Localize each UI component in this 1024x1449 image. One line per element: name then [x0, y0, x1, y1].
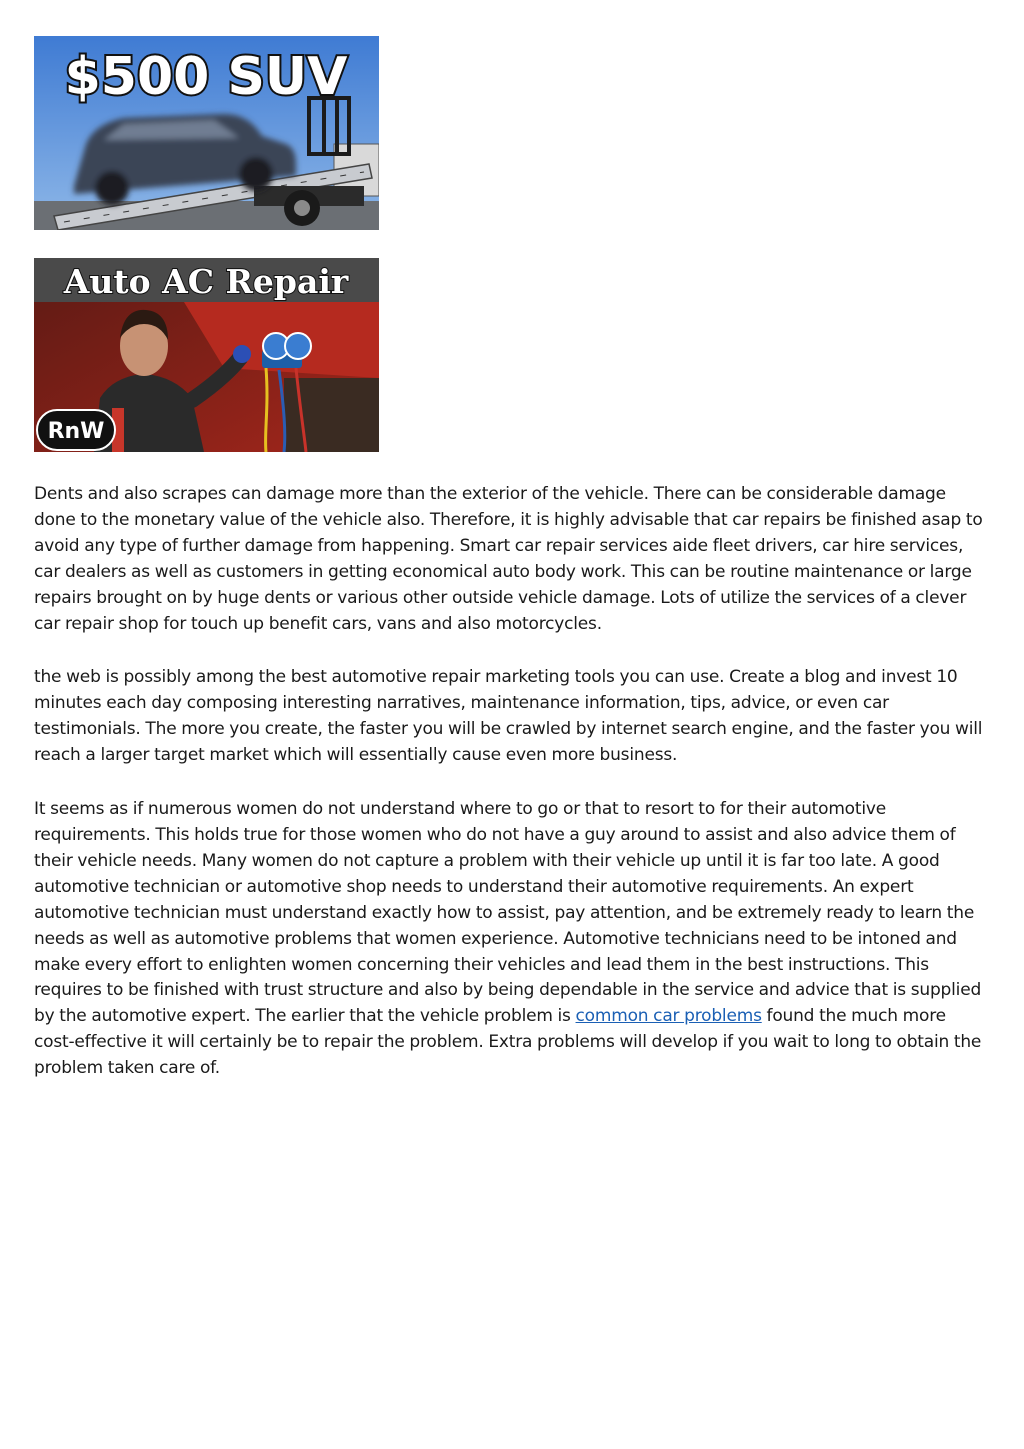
- article-paragraph-3: [34, 797, 990, 1082]
- suv-thumbnail-image[interactable]: [34, 36, 379, 230]
- article-body: [34, 482, 990, 1110]
- suv-thumbnail-caption: $500 SUV: [64, 47, 348, 107]
- article-paragraph-3-end: found the much more cost-effective it will certainly be to repair the problem. Extra problems will develop if you wait to long to obtain the problem taken care of.: [34, 1006, 982, 1079]
- article-paragraph-2: the web is possibly among the best automotive repair marketing tools you can use. Create a blog and invest 10 minutes each day composing interesting narratives, maintenance information, tips, advice, or even car testimonials. The more you create, the faster you will be crawled by internet search engine, and the faster you will reach a larger target market which will essentially cause even more business.: [34, 667, 983, 766]
- common-car-problems-link[interactable]: common car problems: [575, 1006, 762, 1027]
- ac-repair-thumbnail-image[interactable]: [34, 258, 379, 452]
- article-paragraph-1: Dents and also scrapes can damage more than the exterior of the vehicle. There can be considerable damage done to the monetary value of the vehicle also. Therefore, it is highly advisable that car repairs be finished asap to avoid any type of further damage from happening. Smart car repair services aide fleet drivers, car hire services, car dealers as well as customers in getting economical auto body work. This can be routine maintenance or large repairs brought on by huge dents or various other outside vehicle damage. Lots of utilize the services of a clever car repair shop for touch up benefit cars, vans and also motorcycles.: [34, 484, 983, 634]
- article-paragraph-3-start: It seems as if numerous women do not understand where to go or that to resort to for their automotive requirements. This holds true for those women who do not have a guy around to assist and also advice them of their vehicle needs. Many women do not capture a problem with their vehicle up until it is far too late. A good automotive technician or automotive shop needs to understand their automotive requirements. An expert automotive technician must understand exactly how to assist, pay attention, and be extremely ready to learn the needs as well as automotive problems that women experience. Automotive technicians need to be intoned and make every effort to enlighten women concerning their vehicles and lead them in the best instructions. This requires to be finished with trust structure and also by being dependable in the service and advice that is supplied by the automotive expert. The earlier that the vehicle problem is: [34, 799, 982, 1027]
- ac-repair-thumbnail-caption: Auto AC Repair: [63, 262, 349, 301]
- rnw-badge: RnW: [47, 419, 105, 444]
